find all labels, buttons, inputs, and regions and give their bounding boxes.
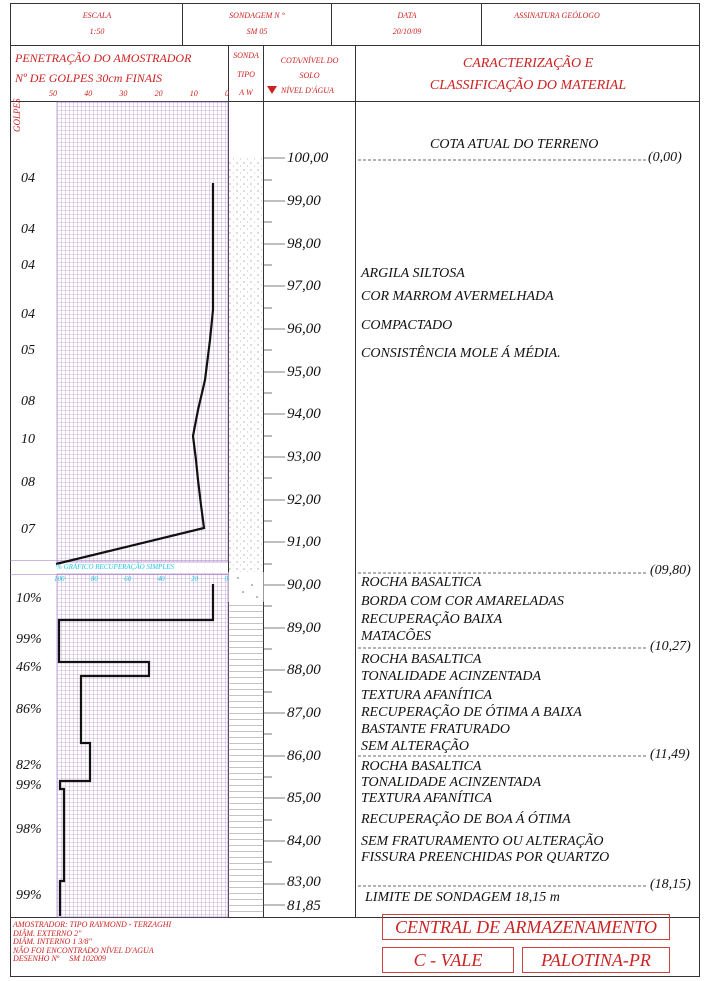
layer2-line: MATACÕES <box>361 629 431 644</box>
classificacao-title: CLASSIFICAÇÃO DO MATERIAL <box>429 78 627 93</box>
elevation-label: 84,00 <box>287 833 321 849</box>
layer3-line: TONALIDADE ACINZENTADA <box>361 669 542 684</box>
elevation-label: 94,00 <box>287 406 321 422</box>
penetracao-title: PENETRAÇÃO DO AMOSTRADOR <box>15 51 192 65</box>
elevation-label: 85,00 <box>287 790 321 806</box>
golpes-value: 10 <box>21 432 35 447</box>
elevation-label: 98,00 <box>287 236 321 252</box>
layer4-line: ROCHA BASALTICA <box>361 759 482 774</box>
limite-sondagem: LIMITE DE SONDAGEM 18,15 m <box>365 890 560 905</box>
recovery-value: 99% <box>16 632 42 647</box>
recovery-value: 82% <box>16 758 42 773</box>
recovery-header: % GRÁFICO RECUPERAÇÃO SIMPLES <box>56 563 175 571</box>
layer1-line: COMPACTADO <box>361 318 453 333</box>
elevation-label: 86,00 <box>287 748 321 764</box>
recovery-value: 10% <box>16 591 42 606</box>
cota-atual-label: COTA ATUAL DO TERRENO <box>430 137 599 152</box>
elevation-label: 95,00 <box>287 364 321 380</box>
golpes-value: 08 <box>21 475 35 490</box>
sondagem-label: SONDAGEM N ° <box>229 11 285 20</box>
elevation-label: 93,00 <box>287 449 321 465</box>
elevation-label: 90,00 <box>287 577 321 593</box>
depth-label: (09,80) <box>650 563 691 578</box>
golpes-subtitle: Nº DE GOLPES 30cm FINAIS <box>15 71 163 85</box>
recovery-value: 86% <box>16 702 42 717</box>
sondagem-value: SM 05 <box>246 27 268 36</box>
elevation-label: 96,00 <box>287 321 321 337</box>
golpes-value: 04 <box>21 307 35 322</box>
cota-atual-depth: (0,00) <box>648 150 682 165</box>
elevation-label: 92,00 <box>287 492 321 508</box>
layer3-line: TEXTURA AFANÍTICA <box>361 688 493 703</box>
elevation-label: 88,00 <box>287 662 321 678</box>
elevation-label: 100,00 <box>287 150 329 166</box>
golpes-axis-label: GOLPES <box>12 98 22 132</box>
layer4-line: RECUPERAÇÃO DE BOA Á ÓTIMA <box>361 812 571 827</box>
recovery-value: 99% <box>16 888 42 903</box>
escala-value: 1:50 <box>89 27 105 36</box>
elevation-label: 91,00 <box>287 534 321 550</box>
layer3-line: ROCHA BASALTICA <box>361 652 482 667</box>
layer4-line: TONALIDADE ACINZENTADA <box>361 775 542 790</box>
elevation-label: 89,00 <box>287 620 321 636</box>
elevation-label: 99,00 <box>287 193 321 209</box>
nivel-agua-label: NÍVEL D'ÁGUA <box>281 86 334 95</box>
water-level-icon <box>267 86 277 94</box>
layer4-line: SEM FRATURAMENTO OU ALTERAÇÃO <box>361 834 604 849</box>
golpes-value: 07 <box>21 522 35 537</box>
elevation-label: 87,00 <box>287 705 321 721</box>
elevation-label: 81,85 <box>287 898 321 914</box>
layer2-line: RECUPERAÇÃO BAIXA <box>361 612 503 627</box>
golpes-value: 04 <box>21 171 35 186</box>
golpes-value: 04 <box>21 222 35 237</box>
tipo-label: TIPO <box>237 70 255 79</box>
project-title: CENTRAL DE ARMAZENAMENTO <box>382 914 670 940</box>
spt-scale: 50 40 30 20 10 0 <box>49 89 229 98</box>
layer4-line: TEXTURA AFANÍTICA <box>361 791 493 806</box>
recovery-value: 98% <box>16 822 42 837</box>
layer1-line: COR MARROM AVERMELHADA <box>361 289 554 304</box>
aw-label: A W <box>239 88 253 97</box>
layer2-line: ROCHA BASALTICA <box>361 575 482 590</box>
footer-notes: AMOSTRADOR: TIPO RAYMOND - TERZAGHI DIÂM. EXTERNO 2" DIÂM. INTERNO 1 3/8" NÃO FOI ENCONTRADO NÍVEL D'AGUA DESENHO Nº SM 102009 <box>13 920 172 963</box>
elevation-label: 97,00 <box>287 278 321 294</box>
layer3-line: SEM ALTERAÇÃO <box>361 739 469 754</box>
client-name: C - VALE <box>382 947 514 973</box>
depth-label: (11,49) <box>650 747 690 762</box>
layer1-line: CONSISTÊNCIA MOLE Á MÉDIA. <box>361 346 561 361</box>
location-name: PALOTINA-PR <box>522 947 670 973</box>
golpes-value: 04 <box>21 258 35 273</box>
caracterizacao-title: CARACTERIZAÇÃO E <box>462 56 594 71</box>
layer3-line: RECUPERAÇÃO DE ÓTIMA A BAIXA <box>361 705 582 720</box>
cota-label: COTA/NÍVEL DO <box>280 56 339 65</box>
escala-label: ESCALA <box>82 11 112 20</box>
recovery-value: 99% <box>16 778 42 793</box>
depth-label: (10,27) <box>650 639 691 654</box>
layer4-line: FISSURA PREENCHIDAS POR QUARTZO <box>361 850 610 865</box>
golpes-value: 05 <box>21 343 35 358</box>
layer2-line: BORDA COM COR AMARELADAS <box>361 594 564 609</box>
recovery-value: 46% <box>16 660 42 675</box>
depth-label: (18,15) <box>650 877 691 892</box>
assinatura-label: ASSINATURA GEÓLOGO <box>514 11 600 20</box>
golpes-value: 08 <box>21 394 35 409</box>
solo-label: SOLO <box>299 71 320 80</box>
layer1-line: ARGILA SILTOSA <box>361 266 465 281</box>
sonda-label: SONDA <box>233 51 259 60</box>
data-value: 20/10/09 <box>392 27 422 36</box>
layer3-line: BASTANTE FRATURADO <box>361 722 510 737</box>
recovery-scale: 100 80 60 40 20 0 <box>54 575 228 583</box>
elevation-label: 83,00 <box>287 874 321 890</box>
data-label: DATA <box>397 11 417 20</box>
